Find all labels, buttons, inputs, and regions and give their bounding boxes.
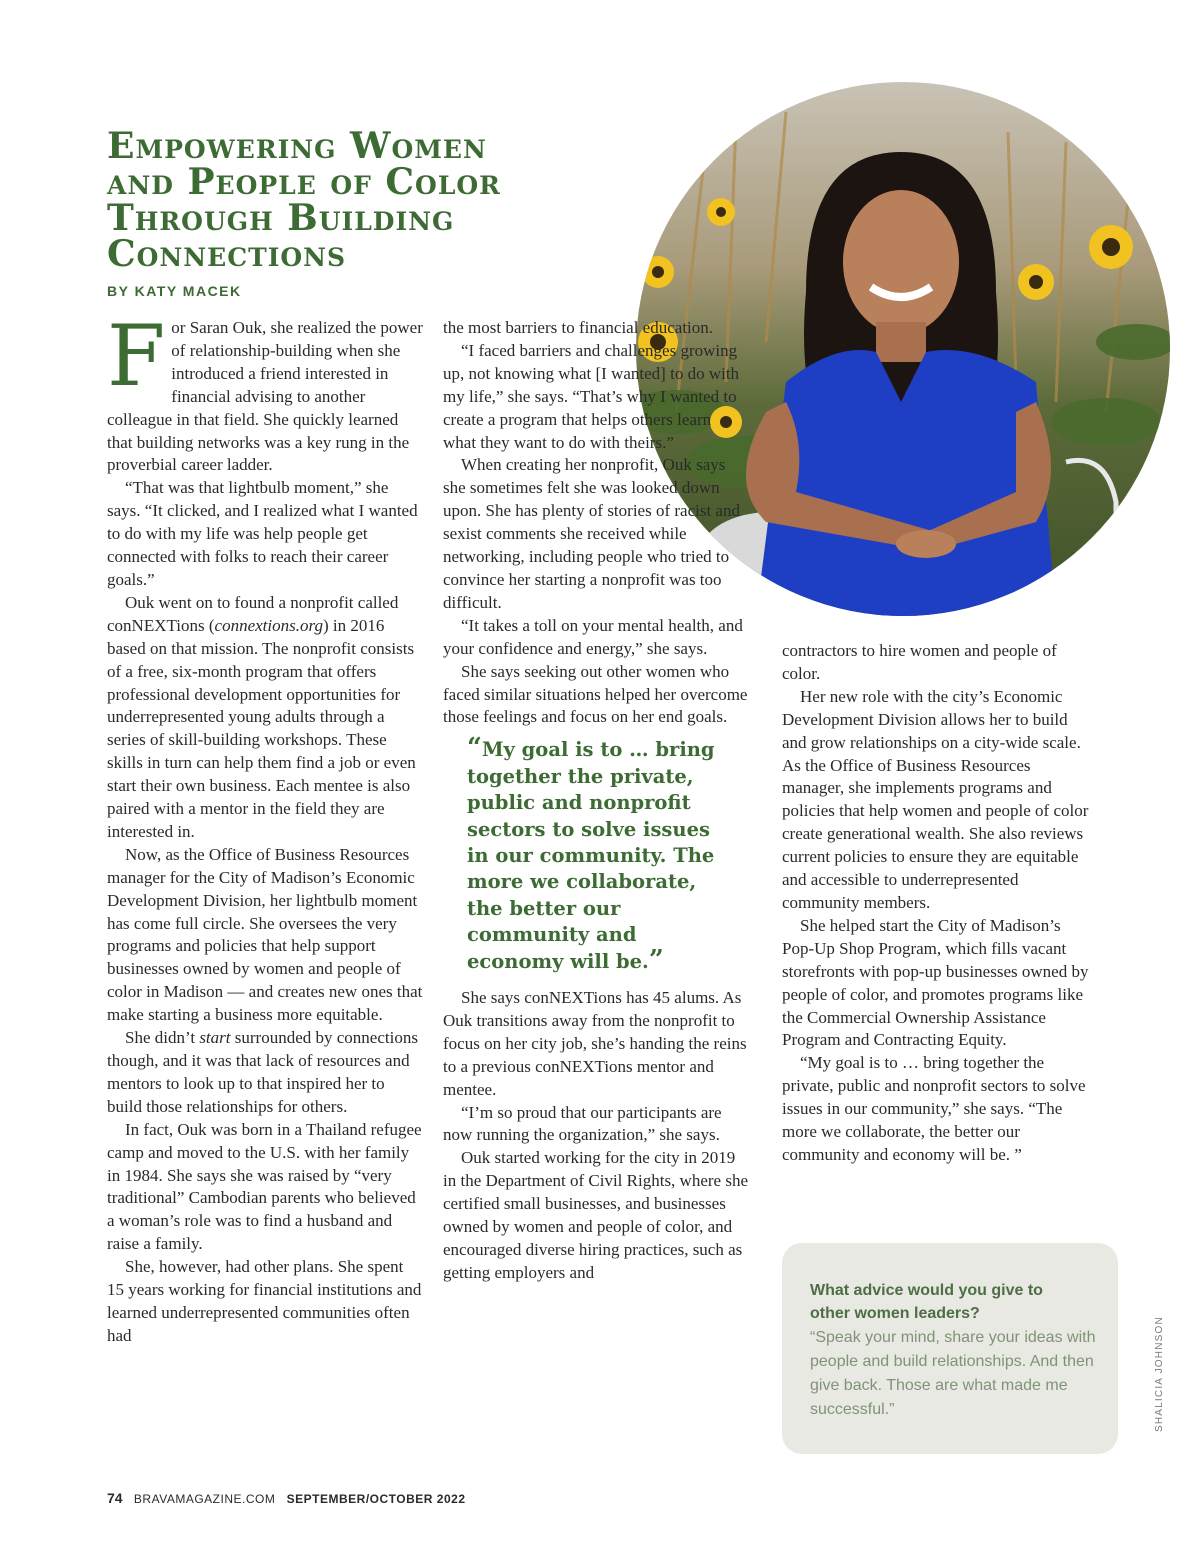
- paragraph: “It takes a toll on your mental health, and your confidence and energy,” she says.: [443, 615, 743, 658]
- paragraph-text: Ouk went on to found a nonprofit called conNEXTions (: [107, 592, 399, 635]
- paragraph-text: ) in 2016 based on that mission. The nonprofit consists of a free, six-month program that offers professional development opportunities for underrepresented young adults through a series of skill-building workshops. These skills in turn can help them find a job or even start their own business. Each mentee is also paired with a mentor in the field they are interested in.: [107, 615, 416, 841]
- paragraph: “I’m so proud that our participants are now running the organization,” she says.: [443, 1102, 722, 1145]
- pull-quote: [467, 733, 737, 975]
- paragraph: She, however, had other plans. She spent 15 years working for financial institutions and learned underrepresented communities often had: [107, 1257, 422, 1345]
- byline: BY KATY MACEK: [107, 283, 242, 299]
- paragraph-text: She didn’t: [125, 1028, 200, 1048]
- article-headline: [107, 125, 667, 275]
- paragraph-text: or Saran Ouk, she realized the power of relationship-building when she introduced a friend interested in financial advising to another colleague in that field. She quickly learned that building networks was a key rung in the proverbial career ladder.: [107, 318, 423, 475]
- photo-credit: SHALICIA JOHNSON: [1154, 1316, 1165, 1432]
- paragraph-text: surrounded by connections though, and it was that lack of resources and mentors to look up to that inspired her to build those relationships for others.: [107, 1028, 418, 1116]
- paragraph: When creating her nonprofit, Ouk says she sometimes felt she was looked down upon. She has plenty of stories of racist and sexist comments she received while networking, including people who tried to convince her starting a nonprofit was too difficult.: [443, 455, 740, 612]
- close-quote-mark: ”: [648, 944, 664, 975]
- page-number: 74: [107, 1490, 123, 1506]
- emphasis-text: start: [199, 1028, 231, 1048]
- sidebar-answer: “Speak your mind, share your ideas with people and build relationships. And then give back. Those are what made me successful.”: [810, 1329, 1096, 1418]
- paragraph: She helped start the City of Madison’s Pop-Up Shop Program, which fills vacant storefronts with pop-up businesses owned by people of color, and promotes programs like the Commercial Ownership Assistance Program and Contracting Equity.: [782, 915, 1089, 1050]
- article-column-2: [443, 317, 748, 1285]
- footer-issue: SEPTEMBER/OCTOBER 2022: [286, 1492, 466, 1506]
- headline-line: Through Building: [107, 197, 455, 239]
- paragraph: [107, 592, 423, 844]
- headline-line: and People of Color: [107, 161, 501, 203]
- paragraph: the most barriers to financial education.: [443, 318, 714, 337]
- paragraph: Her new role with the city’s Economic Development Division allows her to build and grow relationships on a city-wide scale. As the Office of Business Resources manager, she implements programs and policies that help women and people of color create generational wealth. She also reviews current policies to ensure they are equitable and accessible to underrepresented community members.: [782, 686, 1089, 912]
- headline-line: Connections: [107, 233, 347, 275]
- pull-quote-text: My goal is to … bring together the private, public and nonprofit sectors to solve issues in our community. The more we collaborate, the better our community and economy will be.: [467, 738, 715, 973]
- paragraph: Ouk started working for the city in 2019 in the Department of Civil Rights, where she certified small businesses, and businesses owned by women and people of color, and encouraged diverse hiring practices, such as getting employers and: [443, 1148, 748, 1282]
- paragraph: [107, 307, 423, 477]
- website-link[interactable]: connextions.org: [214, 615, 323, 635]
- open-quote-mark: “: [467, 733, 482, 764]
- drop-cap: F: [107, 307, 166, 405]
- article-column-3: [782, 640, 1096, 1167]
- article-column-1: [107, 307, 423, 1348]
- page-footer: [107, 1490, 466, 1506]
- headline-line: Empowering Women: [107, 125, 487, 167]
- sidebar-question: What advice would you give to other women leaders?: [810, 1282, 1043, 1322]
- footer-site[interactable]: BRAVAMAGAZINE.COM: [133, 1492, 276, 1506]
- paragraph: “That was that lightbulb moment,” she says. “It clicked, and I realized what I wanted to do with my life was help people get connected with folks to reach their career goals.”: [107, 478, 418, 589]
- paragraph: “My goal is to … bring together the private, public and nonprofit sectors to solve issues in our community,” she says. “The more we collaborate, the better our community and economy will be. ”: [782, 1053, 1086, 1164]
- advice-sidebar: [782, 1243, 1118, 1454]
- paragraph: “I faced barriers and challenges growing up, not knowing what [I wanted] to do with my life,” she says. “That’s why I wanted to create a program that helps others learn what they want to do with theirs.”: [443, 340, 740, 452]
- paragraph: [107, 1027, 423, 1119]
- paragraph: In fact, Ouk was born in a Thailand refugee camp and moved to the U.S. with her family in 1984. She says she was raised by “very traditional” Cambodian parents who believed a woman’s role was to find a husband and raise a family.: [107, 1119, 422, 1254]
- paragraph: contractors to hire women and people of color.: [782, 641, 1057, 683]
- paragraph: She says seeking out other women who faced similar situations helped her overcome those feelings and focus on her end goals.: [443, 661, 748, 727]
- paragraph: She says conNEXTions has 45 alums. As Ouk transitions away from the nonprofit to focus on her city job, she’s handing the reins to a previous conNEXTions mentor and mentee.: [443, 987, 747, 1099]
- paragraph: Now, as the Office of Business Resources manager for the City of Madison’s Economic Development Division, her lightbulb moment has come full circle. She oversees the very programs and policies that help support businesses owned by women and people of color in Madison — and creates new ones that make starting a business more equitable.: [107, 844, 423, 1025]
